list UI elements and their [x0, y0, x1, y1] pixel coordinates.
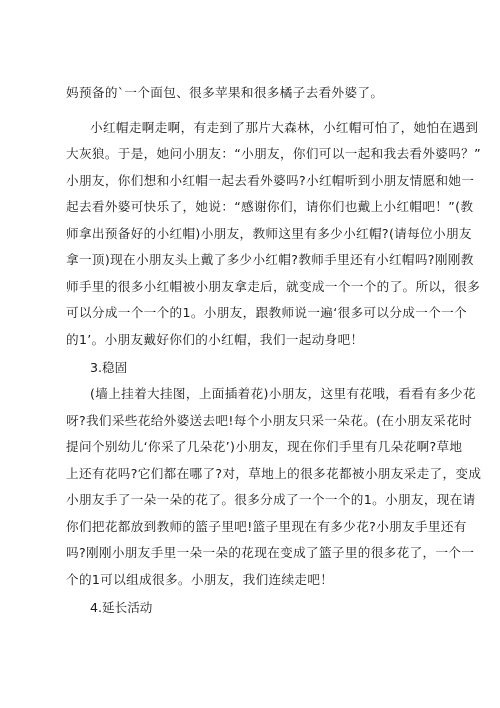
paragraph-line: 师手里的很多小红帽被小朋友拿走后，就变成一个一个的了。所以，很多 — [66, 278, 481, 294]
paragraph-flowers — [66, 381, 482, 593]
document-page — [66, 80, 482, 621]
paragraph-line: 小朋友手了一朵一朵的花了。很多分成了一个一个的1。小朋友，现在请 — [66, 492, 476, 507]
section-heading-3: 3.稳固 — [90, 360, 128, 375]
paragraph-line: 你们把花都放到教师的篮子里吧!篮子里现在有多少花?小朋友手里还有 — [66, 518, 467, 534]
section-heading-4: 4.延长活动 — [90, 600, 153, 615]
paragraph-line: 可以分成一个一个的1。小朋友，跟教师说一遍‘很多可以分成一个一个 — [66, 305, 468, 320]
paragraph-line: 吗?刚刚小朋友手里一朵一朵的花现在变成了篮子里的很多花了，一个一 — [66, 545, 475, 560]
paragraph-line: 起去看外婆可快乐了，她说：“感谢你们，请你们也戴上小红帽吧！”(教 — [66, 199, 474, 214]
paragraph-line: 个的1可以组成很多。小朋友，我们连续走吧！ — [66, 571, 334, 587]
spacer — [66, 107, 446, 115]
paragraph-line: 师拿出预备好的小红帽)小朋友，教师这里有多少小红帽?(请每位小朋友 — [66, 225, 472, 241]
paragraph-line: 大灰狼。于是，她问小朋友：“小朋友，你们可以一起和我去看外婆吗？” — [66, 146, 482, 161]
paragraph-story — [66, 115, 482, 354]
paragraph-line: 拿一顶)现在小朋友头上戴了多少小红帽?教师手里还有小红帽吗?刚刚教 — [66, 252, 474, 267]
paragraph-line: 小朋友，你们想和小红帽一起去看外婆吗?小红帽听到小朋友情愿和她一 — [66, 172, 475, 188]
paragraph-line: 小红帽走啊走啊，有走到了那片大森林，小红帽可怕了，她怕在遇到 — [90, 119, 479, 135]
intro-line: 妈预备的`一个面包、很多苹果和很多橘子去看外婆了。 — [66, 85, 384, 100]
paragraph-line: 上还有花吗?它们都在哪了?对，草地上的很多花都被小朋友采走了，变成 — [66, 465, 482, 481]
paragraph-line: 呀?我们采些花给外婆送去吧!每个小朋友只采一朵花。(在小朋友采花时 — [66, 412, 473, 428]
paragraph-line: 的1’。小朋友戴好你们的小红帽，我们一起动身吧！ — [66, 331, 364, 347]
paragraph-line: (墙上挂着大挂图，上面插着花)小朋友，这里有花哦，看看有多少花 — [90, 386, 476, 401]
paragraph-line: 提问个别幼儿‘你采了几朵花’)小朋友，现在你们手里有几朵花啊?草地 — [66, 439, 463, 454]
